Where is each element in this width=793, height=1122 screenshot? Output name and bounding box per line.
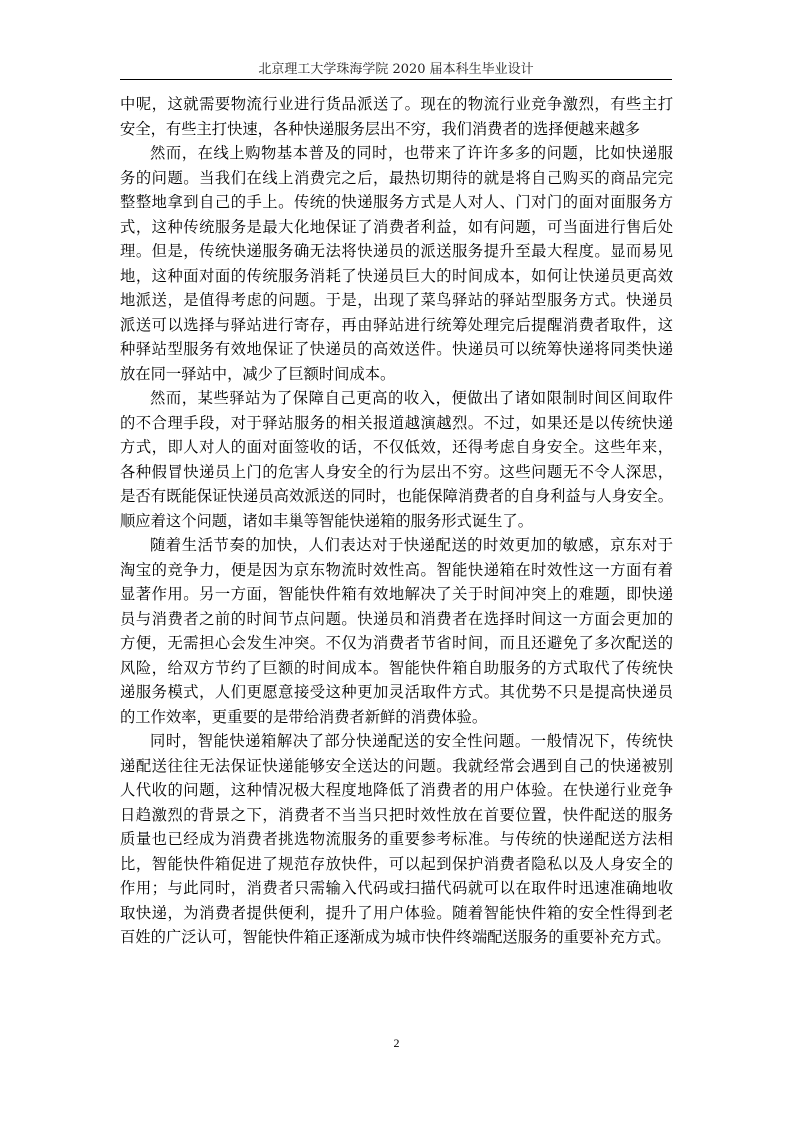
text-line: 日趋激烈的背景之下，消费者不当当只把时效性放在首要位置，快件配送的服务	[120, 805, 673, 824]
text-line: 种驿站型服务有效地保证了快递员的高效送件。快递员可以统筹快递将同类快递	[120, 340, 673, 358]
text-line: 放在同一驿站中，减少了巨额时间成本。	[120, 364, 396, 383]
text-line: 显著作用。另一方面，智能快件箱有效地解决了关于时间冲突上的难题，即快递	[120, 585, 673, 603]
text-line: 百姓的广泛认可，智能快件箱正逐渐成为城市快件终端配送服务的重要补充方式。	[120, 928, 671, 946]
text-line: 式，这种传统服务是最大化地保证了消费者利益，如有问题，可当面进行售后处	[120, 217, 673, 236]
text-line: 顺应着这个问题，诸如丰巢等智能快递箱的服务形式诞生了。	[120, 511, 534, 530]
text-line: 理。但是，传统快递服务确无法将快递员的派送服务提升至最大程度。显而易见	[120, 242, 673, 260]
page-number: 2	[393, 1036, 400, 1050]
text-line: 地，这种面对面的传统服务消耗了快递员巨大的时间成本，如何让快递员更高效	[120, 266, 673, 285]
text-line: 风险，给双方节约了巨额的时间成本。智能快件箱自助服务的方式取代了传统快	[120, 658, 673, 677]
text-line: 递配送往往无法保证快递能够安全送达的问题。我就经常会遇到自己的快递被别	[120, 756, 673, 775]
header-rule	[120, 79, 672, 80]
text-line: 方便，无需担心会发生冲突。不仅为消费者节省时间，而且还避免了多次配送的	[120, 634, 673, 652]
text-line: 是否有既能保证快递员高效派送的同时，也能保障消费者的自身利益与人身安全。	[120, 487, 673, 505]
text-line: 比，智能快件箱促进了规范存放快件，可以起到保护消费者隐私以及人身安全的	[120, 854, 673, 873]
text-line: 作用；与此同时，消费者只需输入代码或扫描代码就可以在取件时迅速准确地收	[120, 879, 673, 897]
text-line: 淘宝的竞争力，便是因为京东物流时效性高。智能快递箱在时效性这一方面有着	[120, 560, 673, 579]
text-line: 人代收的问题，这种情况极大程度地降低了消费者的用户体验。在快递行业竞争	[120, 781, 673, 799]
text-line: 的不合理手段，对于驿站服务的相关报道越演越烈。不过，如果还是以传统快递	[120, 413, 673, 432]
text-line: 递服务模式，人们更愿意接受这种更加灵活取件方式。其优势不只是提高快递员	[120, 683, 673, 701]
text-line: 然而，在线上购物基本普及的同时，也带来了许许多多的问题，比如快递服	[150, 144, 673, 162]
text-line: 整整地拿到自己的手上。传统的快递服务方式是人对人、门对门的面对面服务方	[120, 193, 673, 211]
body-text	[120, 92, 673, 950]
text-line: 务的问题。当我们在线上消费完之后，最热切期待的就是将自己购买的商品完完	[120, 168, 673, 187]
text-line: 同时，智能快递箱解决了部分快递配送的安全性问题。一般情况下，传统快	[150, 732, 673, 750]
text-line: 然而，某些驿站为了保障自己更高的收入，便做出了诸如限制时间区间取件	[150, 389, 673, 407]
text-line: 取快递，为消费者提供便利，提升了用户体验。随着智能快件箱的安全性得到老	[120, 903, 673, 922]
text-line: 各种假冒快递员上门的危害人身安全的行为层出不穷。这些问题无不令人深思，	[120, 462, 673, 481]
running-header: 北京理工大学珠海学院 2020 届本科生毕业设计	[258, 62, 534, 77]
text-line: 随着生活节奏的加快，人们表达对于快递配送的时效更加的敏感，京东对于	[150, 536, 673, 554]
text-line: 员与消费者之前的时间节点问题。快递员和消费者在选择时间这一方面会更加的	[120, 609, 673, 628]
text-line: 地派送，是值得考虑的问题。于是，出现了菜鸟驿站的驿站型服务方式。快递员	[120, 291, 673, 309]
text-line: 的工作效率，更重要的是带给消费者新鲜的消费体验。	[120, 707, 488, 726]
text-line: 安全，有些主打快速，各种快递服务层出不穷，我们消费者的选择便越来越多	[120, 119, 641, 138]
text-line: 质量也已经成为消费者挑选物流服务的重要参考标准。与传统的快递配送方法相	[120, 830, 673, 848]
text-line: 派送可以选择与驿站进行寄存，再由驿站进行统筹处理完后提醒消费者取件，这	[120, 315, 673, 334]
text-line: 中呢，这就需要物流行业进行货品派送了。现在的物流行业竞争激烈，有些主打	[120, 95, 673, 113]
text-line: 方式，即人对人的面对面签收的话，不仅低效，还得考虑自身安全。这些年来，	[120, 438, 673, 456]
